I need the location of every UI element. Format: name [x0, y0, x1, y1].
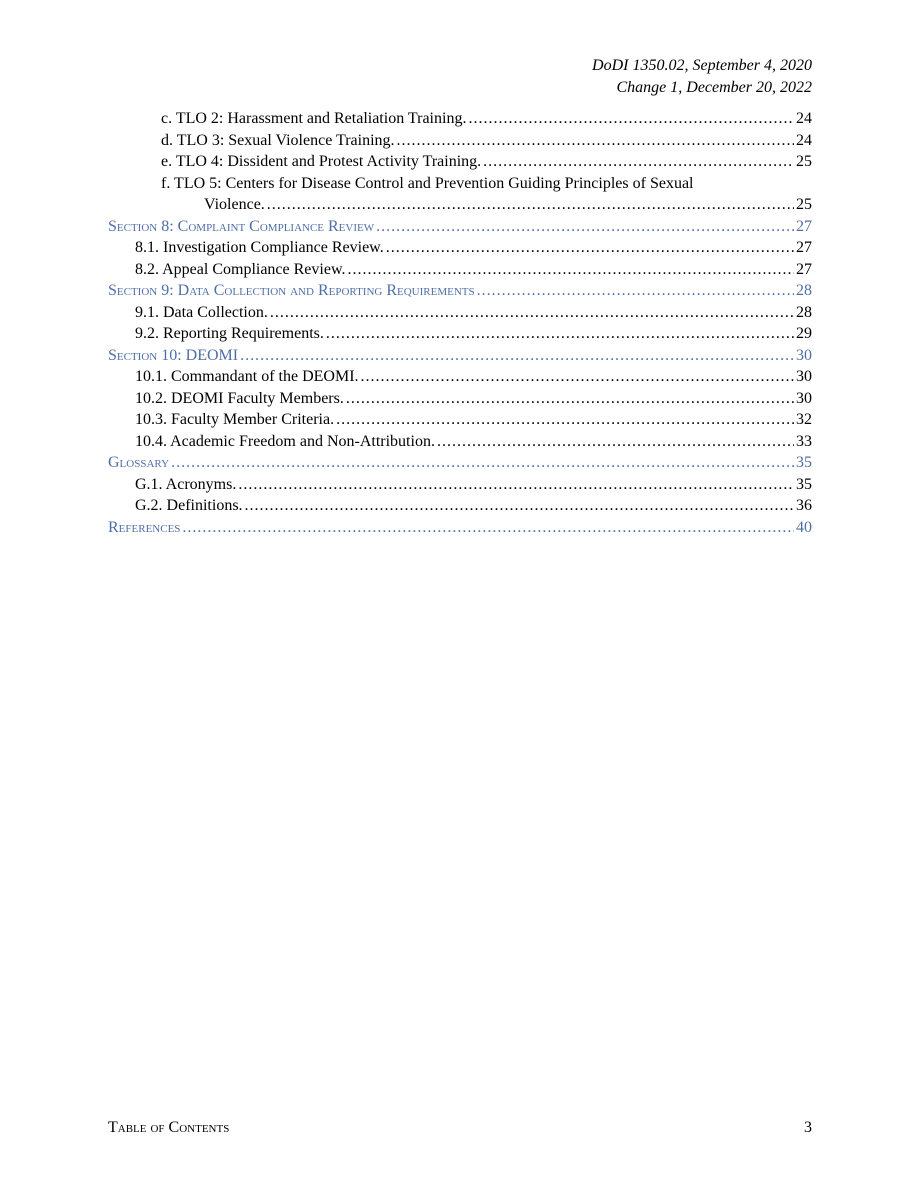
toc-entry-title: d. TLO 3: Sexual Violence Training. [161, 131, 395, 149]
toc-entry-page: 35 [796, 475, 812, 493]
toc-section-title: Section 10: DEOMI [108, 346, 239, 364]
toc-section-link[interactable] [108, 517, 812, 539]
change-date: Change 1, December 20, 2022 [616, 79, 812, 96]
toc-entry-page: 25 [796, 153, 812, 170]
toc-entry-page: 30 [796, 368, 812, 385]
toc-entry-title: 9.1. Data Collection. [135, 303, 268, 321]
toc-section-page: 35 [796, 454, 812, 471]
toc-section-link[interactable] [108, 216, 812, 238]
toc-entry-page: 32 [796, 411, 812, 428]
toc-entry[interactable] [108, 366, 812, 388]
toc-entry-title: e. TLO 4: Dissident and Protest Activity Training. [161, 153, 482, 170]
toc-entry-page: 27 [796, 239, 812, 256]
toc-dot-leader [468, 108, 794, 130]
toc-entry[interactable] [108, 237, 812, 259]
toc-dot-leader [171, 452, 794, 474]
toc-entry-title: 10.4. Academic Freedom and Non-Attribution. [135, 432, 435, 450]
toc-entry[interactable] [108, 130, 812, 152]
toc-dot-leader [238, 474, 794, 496]
toc-dot-leader [361, 366, 794, 388]
toc-entry[interactable] [108, 388, 812, 410]
toc-dot-leader [336, 409, 794, 431]
toc-dot-leader [240, 345, 794, 367]
toc-entry-title: 8.1. Investigation Compliance Review. [135, 239, 384, 256]
toc-entry-title: c. TLO 2: Harassment and Retaliation Training. [161, 110, 467, 127]
toc-entry[interactable] [108, 474, 812, 496]
toc-dot-leader [326, 323, 794, 345]
toc-entry-page: 25 [796, 196, 812, 213]
toc-entry[interactable] [108, 495, 812, 517]
toc-section-title: Section 9: Data Collection and Reporting Requirements [108, 282, 475, 299]
toc-dot-leader [182, 517, 794, 539]
toc-section-title: Glossary [108, 454, 170, 471]
page-footer [108, 1117, 812, 1139]
toc-entry-title: G.1. Acronyms. [135, 475, 237, 493]
toc-entry-title: 10.1. Commandant of the DEOMI. [135, 368, 359, 385]
toc-entry-page: 29 [796, 325, 812, 342]
footer-section-name: Table of Contents [108, 1119, 230, 1136]
toc-section-title: References [108, 518, 181, 536]
toc-dot-leader [346, 388, 794, 410]
toc-entry[interactable] [108, 409, 812, 431]
toc-dot-leader [245, 495, 794, 517]
toc-entry-title: 10.2. DEOMI Faculty Members. [135, 389, 344, 407]
table-of-contents [108, 108, 812, 538]
running-header [592, 55, 812, 99]
toc-entry[interactable] [108, 151, 812, 173]
toc-section-title: Section 8: Complaint Compliance Review [108, 217, 375, 235]
toc-section-page: 27 [796, 217, 812, 235]
toc-entry[interactable] [108, 173, 812, 195]
page-number: 3 [804, 1119, 812, 1136]
toc-entry-title: 8.2. Appeal Compliance Review. [135, 260, 346, 278]
toc-section-link[interactable] [108, 345, 812, 367]
toc-section-link[interactable] [108, 452, 812, 474]
toc-entry-page: 24 [796, 131, 812, 149]
toc-dot-leader [376, 216, 794, 238]
toc-entry[interactable] [108, 323, 812, 345]
toc-entry-title: G.2. Definitions. [135, 497, 243, 514]
toc-entry-page: 27 [796, 260, 812, 278]
toc-section-page: 28 [796, 282, 812, 299]
toc-dot-leader [347, 259, 794, 281]
toc-dot-leader [437, 431, 794, 453]
toc-entry-title: Violence. [204, 196, 265, 213]
toc-entry-title: 9.2. Reporting Requirements. [135, 325, 324, 342]
toc-entry[interactable] [108, 302, 812, 324]
toc-entry-page: 28 [796, 303, 812, 321]
toc-section-page: 30 [796, 346, 812, 364]
toc-entry-page: 24 [796, 110, 812, 127]
toc-entry-continuation[interactable] [108, 194, 812, 216]
toc-entry-page: 30 [796, 389, 812, 407]
toc-dot-leader [270, 302, 794, 324]
toc-entry-title: 10.3. Faculty Member Criteria. [135, 411, 335, 428]
toc-dot-leader [267, 194, 794, 216]
toc-dot-leader [397, 130, 794, 152]
toc-section-page: 40 [796, 518, 812, 536]
document-id: DoDI 1350.02, September 4, 2020 [592, 57, 812, 74]
toc-entry[interactable] [108, 108, 812, 130]
toc-dot-leader [483, 151, 794, 173]
toc-entry[interactable] [108, 259, 812, 281]
toc-dot-leader [386, 237, 794, 259]
toc-entry[interactable] [108, 431, 812, 453]
toc-section-link[interactable] [108, 280, 812, 302]
toc-entry-title: f. TLO 5: Centers for Disease Control and Prevention Guiding Principles of Sexual [161, 174, 694, 192]
toc-dot-leader [477, 280, 794, 302]
toc-entry-page: 33 [796, 432, 812, 450]
toc-entry-page: 36 [796, 497, 812, 514]
